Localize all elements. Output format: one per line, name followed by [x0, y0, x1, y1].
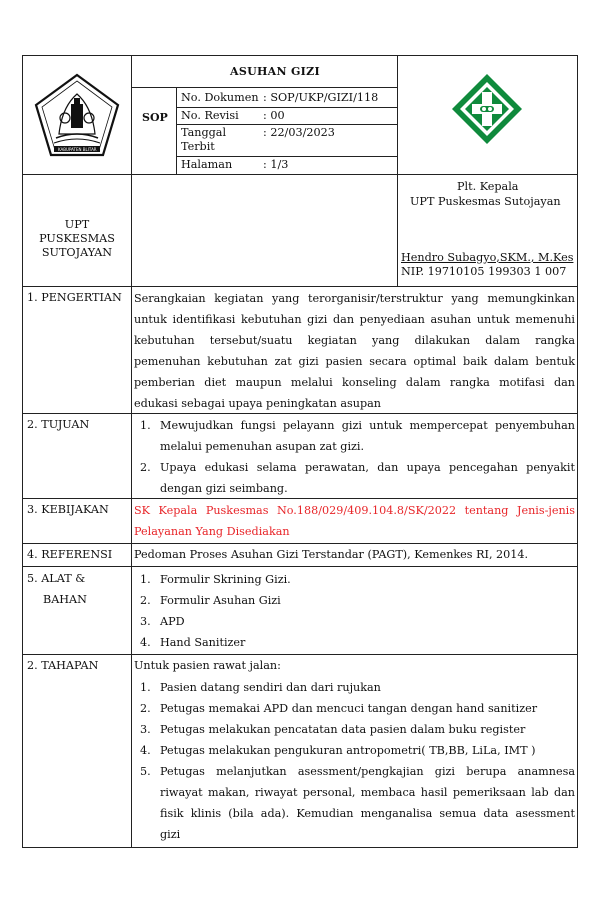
section-label-alat: 5. ALAT &: [27, 572, 86, 585]
field-label-tanggal-terbit: Tanggal Terbit: [181, 126, 227, 153]
tahapan-intro: Untuk pasien rawat jalan:: [134, 659, 281, 672]
field-value-no-revisi: : 00: [263, 109, 285, 122]
signer-nip: NIP. 19710105 199303 1 007: [401, 265, 567, 278]
sop-label: SOP: [142, 111, 168, 124]
section-label-bahan: BAHAN: [43, 593, 87, 606]
section-label-referensi: 4. REFERENSI: [27, 548, 113, 561]
signer-position: Plt. Kepala: [457, 180, 519, 193]
logo-caption: KABUPATEN BLITAR: [58, 147, 97, 152]
list-item: 3. APD: [140, 615, 185, 628]
document-title: ASUHAN GIZI: [230, 65, 320, 78]
section-label-tujuan: 2. TUJUAN: [27, 418, 90, 431]
referensi-text: Pedoman Proses Asuhan Gizi Terstandar (PAGT), Kemenkes RI, 2014.: [134, 548, 529, 561]
field-value-tanggal-terbit: : 22/03/2023: [263, 126, 335, 139]
signer-name: Hendro Subagyo,SKM., M.Kes: [401, 251, 574, 264]
list-item: 2. Petugas memakai APD dan mencuci tangan dengan hand sanitizer: [140, 702, 538, 715]
signer-org: UPT Puskesmas Sutojayan: [410, 195, 561, 208]
section-label-tahapan: 2. TAHAPAN: [27, 659, 99, 672]
section-label-kebijakan: 3. KEBIJAKAN: [27, 503, 109, 516]
field-label-no-dokumen: No. Dokumen: [181, 91, 259, 104]
list-item: 3. Petugas melakukan pencatatan data pasien dalam buku register: [140, 723, 526, 736]
kebijakan-text: SK Kepala Puskesmas No.188/029/409.104.8/SK/2022 tentang Jenis-jenis Pelayanan Yang Disediakan: [134, 504, 575, 538]
list-item: 2. Formulir Asuhan Gizi: [140, 594, 281, 607]
kabupaten-blitar-logo: [32, 72, 122, 160]
list-item: 4. Hand Sanitizer: [140, 636, 246, 649]
field-value-no-dokumen: : SOP/UKP/GIZI/118: [263, 91, 379, 104]
field-value-halaman: : 1/3: [263, 158, 289, 171]
field-label-halaman: Halaman: [181, 158, 233, 171]
pengertian-text: Serangkaian kegiatan yang terorganisir/terstruktur yang memungkinkan untuk identifikasi kebutuhan gizi dan penyediaan asuhan untuk memenuhi kebutuhan tersebut/suatu kegiatan yang dilakukan dalam rangka pemenuhan kebutuhan zat gizi pasien secara optimal baik dalam bentuk pemberian diet maupun melalui konseling dalam rangka motifasi dan edukasi sebagai upaya peningkatan asupan: [134, 292, 575, 410]
list-item: 4. Petugas melakukan pengukuran antropometri( TB,BB, LiLa, IMT ): [140, 744, 536, 757]
list-item: 1. Formulir Skrining Gizi.: [140, 573, 291, 586]
list-item: 1. Pasien datang sendiri dan dari rujukan: [140, 681, 381, 694]
puskesmas-logo: [450, 72, 524, 146]
unit-name: UPT PUSKESMAS SUTOJAYAN: [39, 218, 115, 259]
section-label-pengertian: 1. PENGERTIAN: [27, 291, 122, 304]
field-label-no-revisi: No. Revisi: [181, 109, 239, 122]
